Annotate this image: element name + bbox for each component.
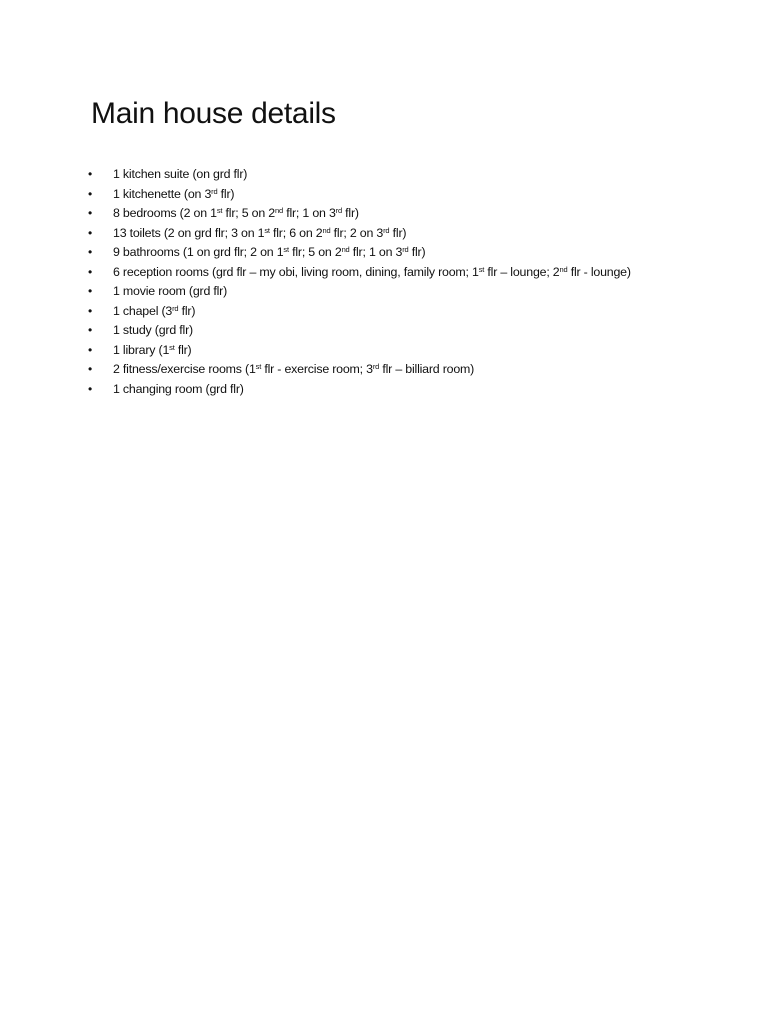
list-item: [88, 360, 631, 380]
text-run: 13 toilets (2 on grd flr; 3 on 1: [113, 225, 265, 240]
text-run: flr): [389, 225, 407, 240]
text-run: 1 kitchenette (on 3: [113, 186, 212, 201]
ordinal-suffix: nd: [275, 206, 283, 215]
bullet-icon: •: [88, 206, 93, 220]
text-run: flr): [341, 206, 359, 220]
list-item: [88, 243, 631, 263]
text-run: 1 movie room (grd flr): [113, 284, 228, 298]
bullet-icon: •: [88, 245, 93, 259]
text-run: flr): [408, 245, 426, 259]
text-run: 1 chapel (3: [113, 303, 173, 318]
text-run: 1 library (1: [113, 342, 170, 357]
bullet-icon: •: [88, 342, 93, 357]
text-run: flr; 6 on 2: [269, 225, 323, 240]
bullet-icon: •: [88, 362, 93, 376]
list-item-text: [113, 206, 359, 220]
room-list: [88, 165, 631, 399]
list-item: [88, 341, 631, 361]
list-item-text: [113, 382, 244, 396]
ordinal-suffix: nd: [322, 225, 331, 235]
ordinal-suffix: rd: [383, 225, 390, 235]
text-run: flr): [217, 186, 235, 201]
list-item-text: [113, 362, 474, 376]
list-item: [88, 204, 631, 224]
text-run: flr – billiard room): [379, 362, 475, 376]
ordinal-suffix: rd: [335, 206, 342, 215]
list-item-text: [113, 343, 191, 357]
bullet-icon: •: [88, 225, 93, 240]
ordinal-suffix: nd: [341, 245, 350, 254]
text-run: flr; 5 on 2: [222, 206, 275, 220]
text-run: flr; 1 on 3: [282, 206, 336, 220]
text-run: flr - lounge): [567, 264, 631, 279]
ordinal-suffix: rd: [211, 186, 218, 196]
list-item: [88, 282, 631, 302]
list-item-text: [113, 304, 195, 318]
text-run: 1 changing room (grd flr): [113, 381, 244, 396]
list-item-text: [113, 226, 406, 240]
list-item: [88, 165, 631, 185]
text-run: 1 study (grd flr): [113, 323, 193, 337]
bullet-icon: •: [88, 323, 93, 337]
list-item-text: [113, 245, 425, 259]
ordinal-suffix: rd: [172, 303, 179, 313]
text-run: flr – lounge; 2: [484, 264, 560, 279]
bullet-icon: •: [88, 186, 93, 201]
ordinal-suffix: st: [283, 245, 289, 254]
list-item: [88, 224, 631, 244]
list-item-text: [113, 323, 193, 337]
ordinal-suffix: st: [478, 264, 485, 274]
ordinal-suffix: st: [264, 225, 270, 235]
list-item: [88, 380, 631, 400]
text-run: 1 kitchen suite (on grd flr): [113, 167, 248, 181]
ordinal-suffix: rd: [402, 245, 409, 254]
list-item-text: [113, 187, 234, 201]
ordinal-suffix: nd: [559, 264, 568, 274]
text-run: flr): [178, 303, 196, 318]
ordinal-suffix: st: [255, 362, 262, 371]
list-item: [88, 263, 631, 283]
text-run: flr): [174, 342, 192, 357]
list-item-text: [113, 265, 631, 279]
list-item: [88, 302, 631, 322]
bullet-icon: •: [88, 381, 93, 396]
bullet-icon: •: [88, 167, 93, 181]
bullet-icon: •: [88, 303, 93, 318]
bullet-icon: •: [88, 264, 93, 279]
list-item-text: [113, 167, 247, 181]
ordinal-suffix: rd: [372, 362, 380, 371]
text-run: flr; 1 on 3: [349, 245, 403, 259]
text-run: 9 bathrooms (1 on grd flr; 2 on 1: [113, 245, 284, 259]
page-title: Main house details: [91, 97, 336, 130]
list-item-text: [113, 284, 227, 298]
list-item: [88, 321, 631, 341]
text-run: 2 fitness/exercise rooms (1: [113, 362, 256, 376]
bullet-icon: •: [88, 284, 93, 298]
text-run: flr - exercise room; 3: [261, 362, 373, 376]
text-run: 6 reception rooms (grd flr – my obi, living room, dining, family room; 1: [113, 264, 479, 279]
text-run: flr; 2 on 3: [330, 225, 384, 240]
list-item: [88, 185, 631, 205]
ordinal-suffix: st: [216, 206, 223, 215]
ordinal-suffix: st: [169, 342, 175, 352]
text-run: flr; 5 on 2: [288, 245, 342, 259]
text-run: 8 bedrooms (2 on 1: [113, 206, 217, 220]
